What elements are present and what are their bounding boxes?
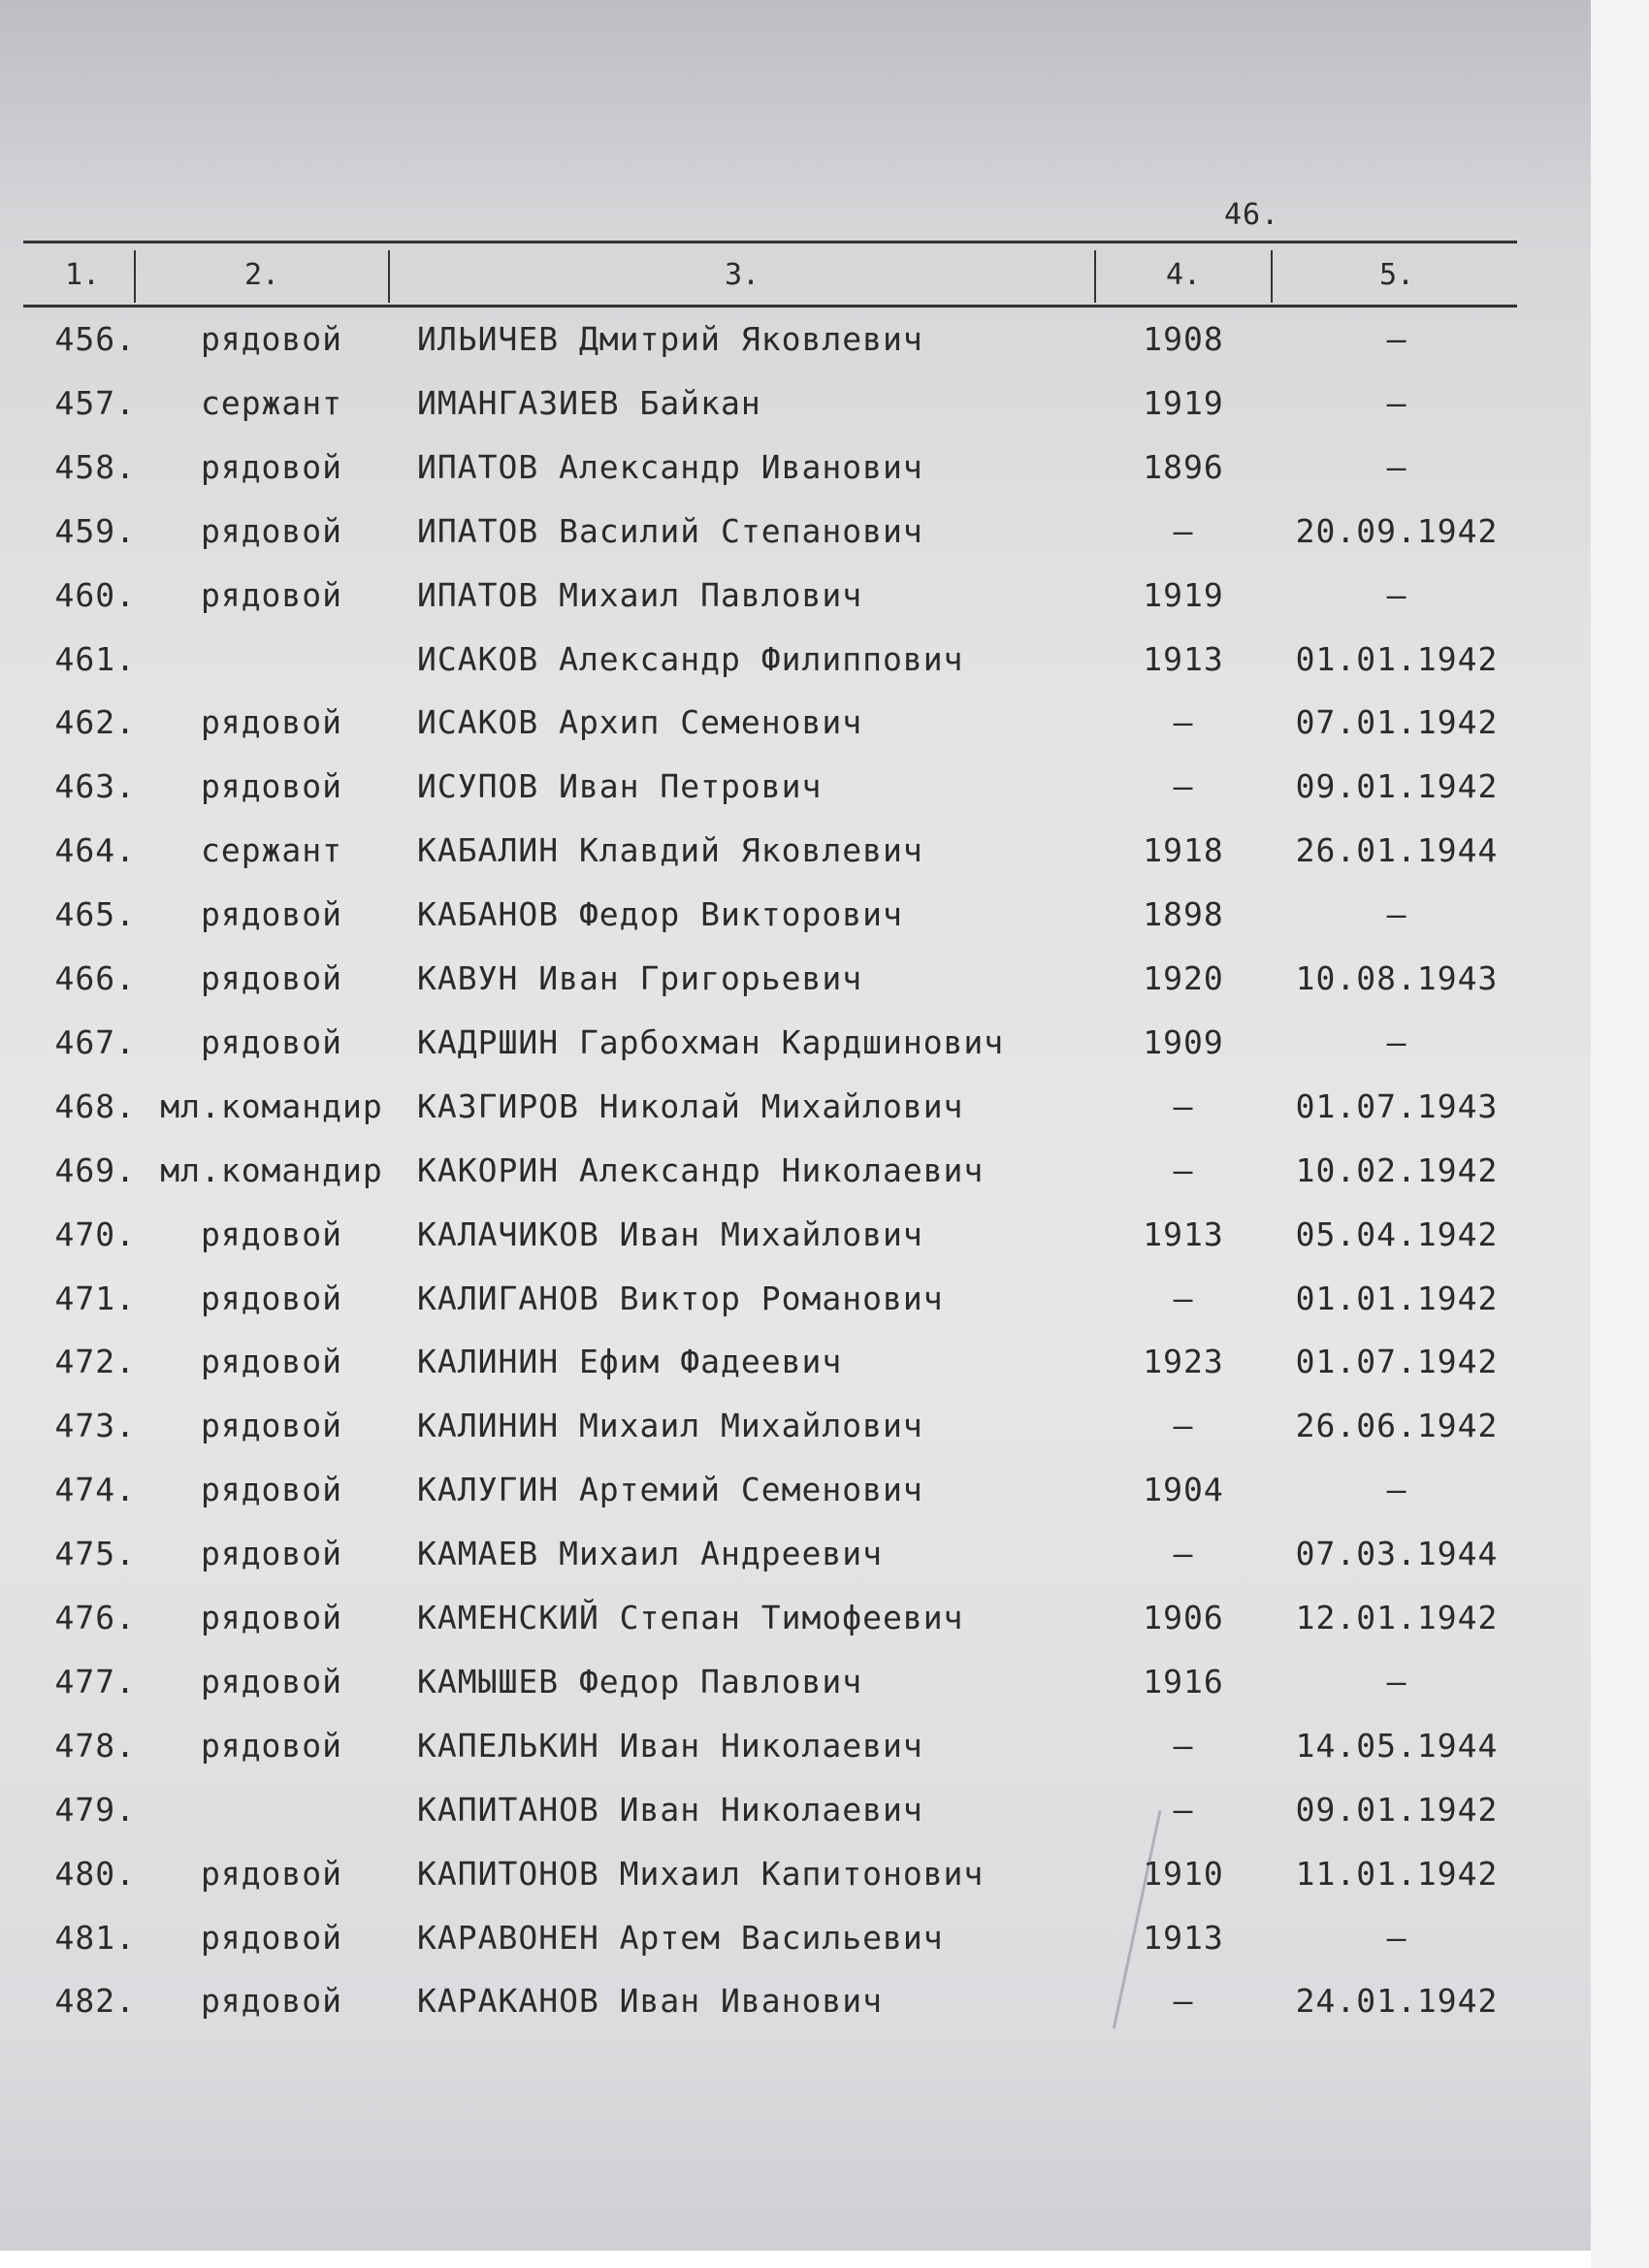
row-date: 01.07.1942 [1295,1343,1499,1381]
row-name: ИСУПОВ Иван Петрович [417,767,823,806]
table-row [0,886,1591,950]
row-date: 07.03.1944 [1295,1535,1499,1573]
row-birth-year: – [1173,1407,1194,1445]
row-number: 463. [54,767,136,806]
row-number: 465. [54,895,136,934]
row-birth-year: – [1173,767,1194,806]
row-name: КАМАЕВ Михаил Андреевич [417,1535,883,1573]
row-rank: рядовой [200,1726,343,1765]
row-name: КАБАНОВ Федор Викторович [417,895,903,934]
table-row [0,1972,1591,2036]
header-bottom-rule [23,305,1517,308]
row-rank: сержант [200,383,343,422]
row-rank: рядовой [200,1918,343,1957]
row-rank: рядовой [200,1854,343,1893]
row-date: 12.01.1942 [1295,1599,1499,1636]
row-name: КАПИТАНОВ Иван Николаевич [417,1790,923,1829]
row-number: 461. [54,639,136,678]
table-row [0,1333,1591,1397]
row-name: КАКОРИН Александр Николаевич [417,1150,985,1189]
row-date: – [1386,320,1407,358]
table-row [0,1525,1591,1589]
row-rank: рядовой [200,1535,343,1573]
row-birth-year: 1908 [1143,320,1224,358]
row-date: 26.01.1944 [1295,831,1499,870]
table-row [0,1845,1591,1909]
row-name: ИПАТОВ Александр Иванович [417,447,923,486]
row-name: ИПАТОВ Михаил Павлович [417,575,863,614]
row-date: – [1386,1918,1407,1957]
row-name: КАЛИНИН Ефим Фадеевич [417,1343,843,1381]
row-date: 07.01.1942 [1295,703,1499,742]
row-date: 24.01.1942 [1295,1982,1499,2021]
row-date: – [1386,895,1407,934]
row-date: – [1386,383,1407,422]
row-date: 11.01.1942 [1295,1854,1499,1893]
row-rank: рядовой [200,767,343,806]
row-rank: сержант [200,831,343,870]
table-row [0,1781,1591,1845]
page-number: 46. [1224,198,1280,232]
row-number: 460. [54,575,136,614]
row-date: – [1386,1662,1407,1701]
row-birth-year: – [1173,1086,1194,1125]
row-rank: рядовой [200,1662,343,1701]
row-date: – [1386,575,1407,614]
row-number: 479. [54,1790,136,1829]
row-rank: мл.командир [160,1150,383,1189]
row-number: 459. [54,511,136,550]
table-row [0,567,1591,631]
row-number: 458. [54,447,136,486]
row-date: – [1386,447,1407,486]
row-rank: рядовой [200,575,343,614]
row-birth-year: – [1173,1150,1194,1189]
table-row [0,1142,1591,1206]
row-birth-year: – [1173,1726,1194,1765]
table-row [0,1653,1591,1717]
row-date: 01.07.1943 [1295,1086,1499,1125]
row-date: 05.04.1942 [1295,1215,1499,1253]
row-date: 01.01.1942 [1295,1279,1499,1317]
table-row [0,1397,1591,1461]
row-birth-year: 1919 [1143,383,1224,422]
row-number: 457. [54,383,136,422]
row-rank: рядовой [200,1022,343,1061]
row-birth-year: 1909 [1143,1022,1224,1061]
row-name: КАЗГИРОВ Николай Михайлович [417,1086,964,1125]
row-birth-year: 1896 [1143,447,1224,486]
row-rank: рядовой [200,447,343,486]
header-col-2: 2. [243,258,280,292]
row-birth-year: – [1173,1982,1194,2021]
row-name: КАБАЛИН Клавдий Яковлевич [417,831,923,870]
table-row [0,502,1591,567]
header-divider [1094,250,1096,303]
row-number: 471. [54,1279,136,1317]
row-birth-year: – [1173,703,1194,742]
row-birth-year: 1920 [1143,959,1224,997]
row-number: 462. [54,703,136,742]
row-date: – [1386,1471,1407,1509]
row-rank: рядовой [200,1343,343,1381]
row-number: 475. [54,1535,136,1573]
row-date: – [1386,1022,1407,1061]
row-rank: рядовой [200,703,343,742]
row-name: ИПАТОВ Василий Степанович [417,511,923,550]
table-row [0,758,1591,822]
table-row [0,1078,1591,1142]
row-rank: рядовой [200,511,343,550]
row-name: КАМЕНСКИЙ Степан Тимофеевич [417,1599,964,1636]
table-row [0,374,1591,438]
row-name: ИЛЬИЧЕВ Дмитрий Яковлевич [417,320,923,358]
row-name: КАПИТОНОВ Михаил Капитонович [417,1854,985,1893]
row-rank: рядовой [200,1215,343,1253]
table-row [0,950,1591,1014]
header-divider [388,250,390,303]
row-name: ИСАКОВ Архип Семенович [417,703,863,742]
row-date: 26.06.1942 [1295,1407,1499,1445]
row-rank: рядовой [200,1279,343,1317]
row-rank: рядовой [200,1982,343,2021]
table-row [0,1717,1591,1781]
header-col-4: 4. [1165,258,1202,292]
row-name: КАПЕЛЬКИН Иван Николаевич [417,1726,923,1765]
row-name: КАДРШИН Гарбохман Кардшинович [417,1022,1005,1061]
row-number: 467. [54,1022,136,1061]
row-number: 482. [54,1982,136,2021]
row-number: 474. [54,1471,136,1509]
row-name: КАЛАЧИКОВ Иван Михайлович [417,1215,923,1253]
table-top-rule [23,241,1517,243]
row-birth-year: 1913 [1143,1215,1224,1253]
row-birth-year: 1910 [1143,1854,1224,1893]
row-date: 09.01.1942 [1295,1790,1499,1829]
header-col-3: 3. [724,258,760,292]
row-name: КАВУН Иван Григорьевич [417,959,863,997]
row-date: 14.05.1944 [1295,1726,1499,1765]
row-date: 09.01.1942 [1295,767,1499,806]
row-number: 472. [54,1343,136,1381]
row-rank: рядовой [200,895,343,934]
row-number: 478. [54,1726,136,1765]
header-divider [1271,250,1273,303]
header-divider [134,250,136,303]
table-row [0,438,1591,502]
row-birth-year: 1919 [1143,575,1224,614]
row-rank: рядовой [200,1407,343,1445]
row-name: ИСАКОВ Александр Филиппович [417,639,964,678]
row-name: КАЛУГИН Артемий Семенович [417,1471,923,1509]
row-birth-year: 1913 [1143,1918,1224,1957]
table-row [0,1014,1591,1078]
row-number: 469. [54,1150,136,1189]
row-birth-year: 1916 [1143,1662,1224,1701]
row-name: КАРАВОНЕН Артем Васильевич [417,1918,944,1957]
row-number: 456. [54,320,136,358]
table-row [0,1206,1591,1270]
row-number: 473. [54,1407,136,1445]
row-birth-year: – [1173,1279,1194,1317]
table-row [0,1270,1591,1334]
header-col-1: 1. [64,258,101,292]
row-name: КАЛИНИН Михаил Михайлович [417,1407,923,1445]
row-rank: рядовой [200,1471,343,1509]
row-birth-year: – [1173,511,1194,550]
row-rank: рядовой [200,959,343,997]
row-name: КАЛИГАНОВ Виктор Романович [417,1279,944,1317]
row-birth-year: 1906 [1143,1599,1224,1636]
table-row [0,1909,1591,1973]
row-number: 477. [54,1662,136,1701]
row-date: 20.09.1942 [1295,511,1499,550]
table-row [0,1461,1591,1525]
table-row [0,631,1591,695]
scan-margin [1591,0,1649,2268]
row-name: КАМЫШЕВ Федор Павлович [417,1662,863,1701]
row-name: ИМАНГАЗИЕВ Байкан [417,383,761,422]
row-number: 480. [54,1854,136,1893]
row-number: 468. [54,1086,136,1125]
table-row [0,822,1591,886]
row-name: КАРАКАНОВ Иван Иванович [417,1982,883,2021]
row-birth-year: 1918 [1143,831,1224,870]
table-row [0,1589,1591,1653]
row-rank: мл.командир [160,1086,383,1125]
row-rank: рядовой [200,1599,343,1636]
row-birth-year: – [1173,1535,1194,1573]
row-number: 481. [54,1918,136,1957]
row-birth-year: 1923 [1143,1343,1224,1381]
row-number: 464. [54,831,136,870]
row-date: 01.01.1942 [1295,639,1499,678]
row-date: 10.08.1943 [1295,959,1499,997]
row-birth-year: 1898 [1143,895,1224,934]
row-rank: рядовой [200,320,343,358]
header-col-5: 5. [1378,258,1415,292]
table-row [0,694,1591,758]
row-date: 10.02.1942 [1295,1150,1499,1189]
row-number: 476. [54,1599,136,1636]
row-birth-year: – [1173,1790,1194,1829]
table-row [0,310,1591,374]
row-number: 470. [54,1215,136,1253]
row-birth-year: 1904 [1143,1471,1224,1509]
row-number: 466. [54,959,136,997]
row-birth-year: 1913 [1143,639,1224,678]
